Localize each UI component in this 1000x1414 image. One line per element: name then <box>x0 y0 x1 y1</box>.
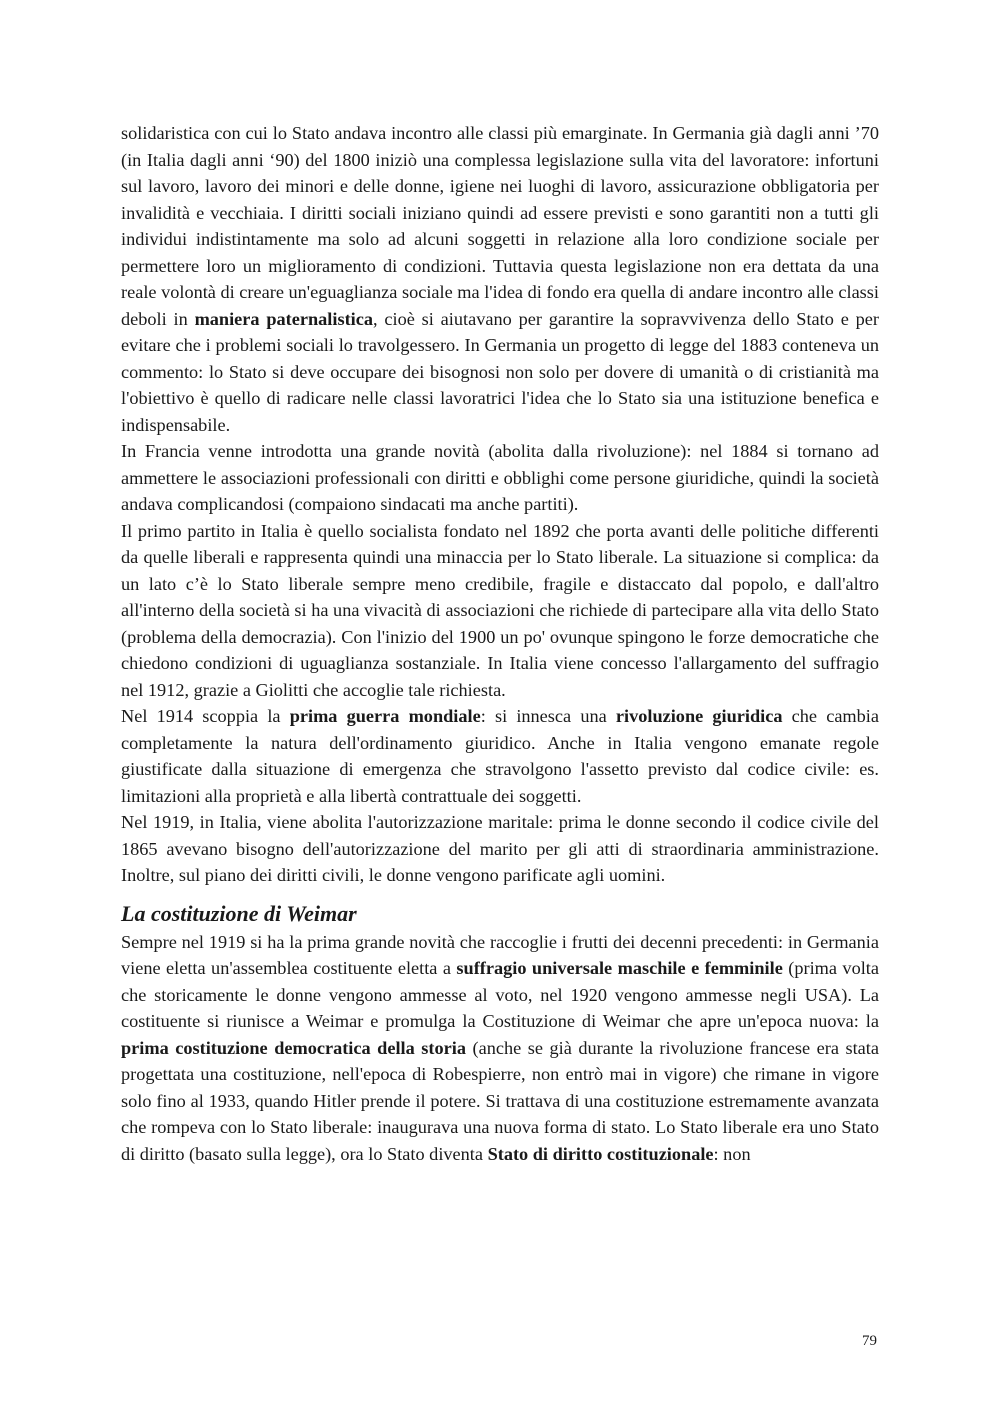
bold-term: suffragio universale maschile e femminile <box>456 958 783 978</box>
text-segment: (anche se già durante la rivoluzione francese era stata progettata una costituzione, nell'epoca di Robespierre, non entrò mai in vigore) che rimane in vigore solo fino al 1933, quando Hitler prende il potere. Si trattava di una costituzione estremamente avanzata che rompeva con lo Stato liberale: inaugurava una nuova forma di stato. Lo Stato liberale era uno Stato di diritto (basato sulla legge), ora lo Stato diventa <box>121 1037 879 1164</box>
bold-term: rivoluzione giuridica <box>615 706 783 726</box>
text-segment: : si innesca una <box>480 706 616 726</box>
text-segment: Nel 1914 scoppia la <box>121 706 290 726</box>
paragraph-world-war <box>121 703 879 809</box>
paragraph-marital-authorization <box>121 809 879 889</box>
text-segment: Sempre nel 1919 si ha la prima grande novità che raccoglie i frutti dei decenni precedenti: in Germania viene eletta un'assemblea costituente eletta a <box>121 931 879 978</box>
paragraph-welfare-legislation <box>121 120 879 438</box>
section-heading: La costituzione di Weimar <box>121 900 357 926</box>
paragraph-france-associations <box>121 438 879 518</box>
page-number: 79 <box>862 1333 877 1349</box>
text-segment: Nel 1919, in Italia, viene abolita l'autorizzazione maritale: prima le donne secondo il codice civile del 1865 avevano bisogno dell'autorizzazione del marito per gli atti di straordinaria amministrazione. Inoltre, sul piano dei diritti civili, le donne vengono parificate agli uomini. <box>121 812 879 885</box>
text-segment: : non <box>713 1143 751 1164</box>
paragraph-socialist-party <box>121 518 879 704</box>
document-page <box>121 120 879 1167</box>
text-segment: , cioè si aiutavano per garantire la sopravvivenza dello Stato e per evitare che i problemi sociali lo travolgessero. In Germania un progetto di legge del 1883 conteneva un commento: lo Stato si deve occupare dei bisognosi non solo per dovere di umanità o di cristianità ma l'obiettivo è quello di radicare nelle classi lavoratrici l'idea che lo Stato sia una istituzione benefica e indispensabile. <box>121 308 879 435</box>
bold-term: Stato di diritto costituzionale <box>487 1143 714 1164</box>
paragraph-weimar-constitution <box>121 929 879 1168</box>
text-segment: In Francia venne introdotta una grande novità (abolita dalla rivoluzione): nel 1884 si tornano ad ammettere le associazioni professionali con diritti e obblighi come persone giuridiche, quindi la società andava complicandosi (compaiono sindacati ma anche partiti). <box>121 441 879 514</box>
text-segment: che cambia completamente la natura dell'ordinamento giuridico. Anche in Italia vengono emanate regole giustificate dalla situazione di emergenza che stravolgono l'assetto previsto dal codice civile: es. limitazioni alla proprietà e alla libertà contrattuale dei soggetti. <box>121 706 879 806</box>
text-segment: solidaristica con cui lo Stato andava incontro alle classi più emarginate. In Germania già dagli anni ’70 (in Italia dagli anni ‘90) del 1800 iniziò una complessa legislazione sulla vita del lavoratore: infortuni sul lavoro, lavoro dei minori e delle donne, igiene nei luoghi di lavoro, assicurazione obbligatoria per invalidità e vecchiaia. I diritti sociali iniziano quindi ad essere previsti e sono garantiti non a tutti gli individui indistintamente ma solo ad alcuni soggetti in relazione alla loro condizione sociale per permettere loro un miglioramento di condizioni. Tuttavia questa legislazione non era dettata da una reale volontà di creare un'eguaglianza sociale ma l'idea di fondo era quella di andare incontro alle classi deboli in <box>121 123 879 329</box>
bold-term: maniera paternalistica <box>194 308 373 329</box>
text-segment: Il primo partito in Italia è quello socialista fondato nel 1892 che porta avanti delle politiche differenti da quelle liberali e rappresenta quindi una minaccia per lo Stato liberale. La situazione si complica: da un lato c’è lo Stato liberale sempre meno credibile, fragile e distaccato dal popolo, e dall'altro all'interno della società si ha una vivacità di associazioni che richiede di partecipare alla vita dello Stato (problema della democrazia). Con l'inizio del 1900 un po' ovunque spingono le forze democratiche che chiedono condizioni di uguaglianza sostanziale. In Italia viene concesso l'allargamento del suffragio nel 1912, grazie a Giolitti che accoglie tale richiesta. <box>121 520 879 700</box>
text-segment: (prima volta che storicamente le donne vengono ammesse al voto, nel 1920 vengono ammesse negli USA). La costituente si riunisce a Weimar e promulga la Costituzione di Weimar che apre un'epoca nuova: la <box>121 958 879 1031</box>
bold-term: prima costituzione democratica della storia <box>121 1037 466 1058</box>
bold-term: prima guerra mondiale <box>289 706 481 726</box>
